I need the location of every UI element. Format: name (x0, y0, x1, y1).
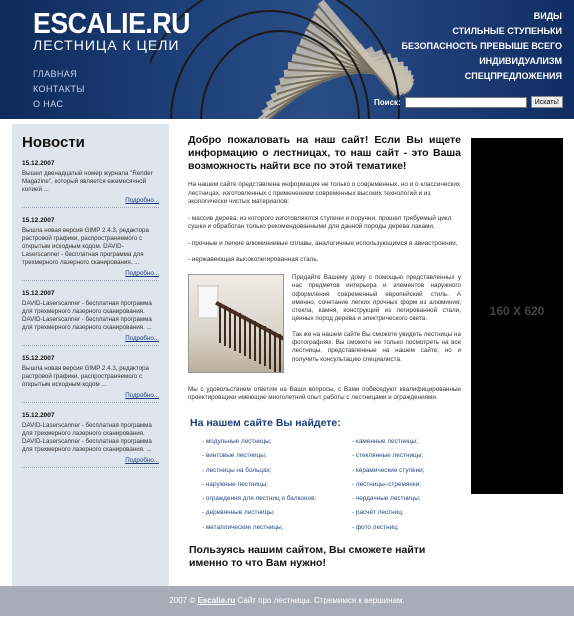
welcome-heading: Добро пожаловать на наш сайт! Если Вы ищете информацию о лестницах, то наш сайт - это Ваша возможность найти все по этой тематике! (188, 134, 461, 172)
footer-site-link[interactable]: Escalie.ru (197, 596, 236, 605)
nav-link-home[interactable]: ГЛАВНАЯ (33, 69, 78, 79)
category-link[interactable]: - фото лестниц; (352, 523, 399, 531)
category-link[interactable]: - лестницы на больцах; (202, 466, 272, 474)
nav-link-special-offers[interactable]: СПЕЦПРЕДЛОЖЕНИЯ (464, 71, 562, 81)
category-link[interactable]: - модульные лестницы; (202, 438, 272, 445)
news-text: DAVID-Laserscanner - бесплатная программа для трехмерного лазерного сканирования. DAVID-Laserscanner - бесплатная программа для трехмерного лазерного сканирования. ... (22, 300, 152, 331)
search-button[interactable]: Искать! (531, 96, 563, 108)
style-paragraph: Придайте Вашему дому с помощью представленных у нас предметов интерьера и элементов наружного оформления современный европейский стиль. А именно, сочетание легких прочных форм из алюминия, стекла, камня, конструкций из легированной стали, ценных пород дерева и электрического света. (292, 274, 461, 323)
news-item (22, 412, 159, 468)
news-text: Вышла новая версия GIMP 2.4.3, редактора растровой графики, распространяемого с открытым исходным кодом. DAVID-Laserscanner - бесплатная программа для трехмерного лазерного сканирования. ... (22, 227, 149, 266)
nav-link-safety[interactable]: БЕЗОПАСНОСТЬ ПРЕВЫШЕ ВСЕГО (401, 41, 562, 51)
banner-size-label: 160 X 620 (489, 304, 545, 318)
category-link[interactable]: - наружные лестницы; (202, 480, 268, 488)
news-date: 15.12.2007 (22, 160, 55, 167)
category-link[interactable]: - деревянные лестницы; (202, 509, 275, 517)
material-aluminium: - прочные и легкие алюминиевые сплавы, аналогичные использующимся в авиастроении, (188, 239, 458, 247)
news-more-link[interactable]: Подробно... (125, 392, 159, 399)
news-item (22, 160, 159, 208)
news-more-link[interactable]: Подробно... (125, 335, 159, 342)
photos-paragraph: Так же на нашем сайте Вы сможете увидеть лестницы на фотографиях. Вы сможете не только посмотреть на все лестницы, представленные на нашем сайте, но и получить консультацию специалиста. (292, 330, 461, 363)
photo-side-text (292, 274, 461, 364)
news-date: 15.12.2007 (22, 217, 55, 224)
nav-link-individualism[interactable]: ИНДИВИДУАЛИЗМ (479, 56, 562, 66)
category-link[interactable]: - чердачные лестницы; (352, 495, 421, 503)
category-link[interactable]: - винтовые лестницы; (202, 452, 267, 460)
news-more-link[interactable]: Подробно... (125, 197, 159, 204)
consultation-paragraph: Мы с удовольствием ответим на Ваши вопросы, с Вами побеседуют квалифицированные проектировщики имеющие многолетний опыт работы с лестницами и ограждениями. (188, 386, 461, 402)
header-top-nav (402, 9, 562, 84)
site-footer (0, 586, 574, 616)
staircase-photo (188, 274, 284, 373)
news-item (22, 217, 159, 281)
news-text: DAVID-Laserscanner - бесплатная программа для трехмерного лазерного сканирования. DAVID-Laserscanner - бесплатная программа для трехмерного лазерного сканирования. ... (22, 422, 152, 453)
nav-link-about[interactable]: О НАС (33, 99, 64, 109)
category-link[interactable]: - лестницы–стремянки; (352, 480, 421, 488)
material-steel: - нержавеющая высокопегированная сталь. (188, 256, 319, 263)
news-item (22, 290, 159, 346)
find-heading: На нашем сайте Вы найдете: (190, 417, 341, 429)
nav-link-stylish-steps[interactable]: СТИЛЬНЫЕ СТУПЕНЬКИ (452, 26, 562, 36)
search-form (374, 96, 563, 108)
news-more-link[interactable]: Подробно... (125, 270, 159, 277)
category-link[interactable]: - керамические ступени; (352, 466, 425, 474)
material-wood: - массив дерева, из которого изготовляются ступени и поручни, прошел требуемый цикл сушки и обработан только рекомендованными для данной породы дерева лаками, (188, 214, 452, 230)
news-more-link[interactable]: Подробно... (125, 457, 159, 464)
site-logo[interactable]: ESCALIE.RU (33, 8, 190, 40)
closing-heading: Пользуясь нашим сайтом, Вы сможете найти именно то что Вам нужно! (189, 544, 426, 569)
main-content (188, 134, 461, 569)
news-date: 15.12.2007 (22, 355, 55, 362)
search-label: Поиск: (374, 97, 401, 107)
nav-link-types[interactable]: ВИДЫ (533, 11, 562, 21)
category-link[interactable]: - расчёт лестниц; (352, 509, 404, 517)
site-tagline: ЛЕСТНИЦА К ЦЕЛИ (33, 37, 180, 53)
news-item (22, 355, 159, 403)
news-date: 15.12.2007 (22, 412, 55, 419)
news-date: 15.12.2007 (22, 290, 55, 297)
news-title: Новости (22, 134, 85, 151)
category-link[interactable]: - металлические лестницы; (202, 523, 284, 531)
category-link[interactable]: - ограждения для лестниц и балконов; (202, 495, 317, 503)
footer-slogan: Сайт про лестницы. Стремимся к вершинам. (237, 596, 405, 605)
header-left-nav (33, 67, 85, 112)
search-input[interactable] (405, 97, 527, 108)
intro-paragraph: На нашем сайте представлена информация не только о современных, но и о классических лестницах, изготовленных с применением современных высоких технологий и из экологически чистых материалов: (188, 181, 461, 205)
news-text: Вышел двенадцатый номер журнала "Render Magazine", который является ежемесячной копией ... (22, 170, 153, 193)
news-sidebar (12, 124, 169, 586)
ad-banner[interactable] (471, 138, 563, 494)
category-link[interactable]: - каменные лестницы; (352, 438, 418, 445)
nav-link-contacts[interactable]: КОНТАКТЫ (33, 84, 85, 94)
category-links (202, 438, 464, 532)
footer-copyright: 2007 © (169, 596, 196, 605)
news-text: Вышла новая версия GIMP 2.4.3, редактора растровой графики, распространяемого с открытым исходным кодом ... (22, 365, 149, 388)
site-header (0, 0, 574, 119)
category-link[interactable]: - стеклянные лестницы; (352, 452, 424, 460)
